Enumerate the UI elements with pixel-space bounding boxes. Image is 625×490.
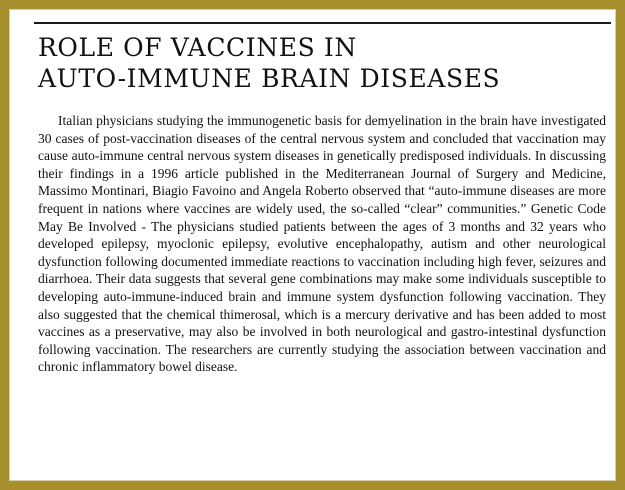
article-body: Italian physicians studying the immunogenetic basis for demyelination in the brain have investigated 30 cases of post-vaccination diseases of the central nervous system and concluded that vaccination may cause auto-immune central nervous system diseases in genetically predisposed individuals. In discussing their findings in a 1996 article published in the Mediterranean Journal of Surgery and Medicine, Massimo Montinari, Biagio Favoino and Angela Roberto observed that “auto-immune diseases are more frequent in nations where vaccines are widely used, the so-called “clear” communities.” Genetic Code May Be Involved - The physicians studied patients between the ages of 3 months and 32 years who developed epilepsy, myoclonic epilepsy, evolutive encephalopathy, autism and other neurological dysfunction following documented immediate reactions to vaccination including high fever, seizures and diarrhoea. Their data suggests that several gene combinations may make some individuals susceptible to developing auto-immune-induced brain and immune system dysfunction following vaccination. They also suggested that the chemical thimerosal, which is a mercury derivative and has been added to most vaccines as a preservative, may also be involved in both neurological and gastro-intestinal dysfunction following vaccination. The researchers are currently studying the association between vaccination and chronic inflammatory bowel disease. — [38, 113, 606, 375]
article-panel — [9, 9, 616, 481]
title-line-1: ROLE OF VACCINES IN — [38, 33, 357, 62]
article-title — [38, 32, 608, 94]
title-line-2: AUTO-IMMUNE BRAIN DISEASES — [38, 64, 501, 93]
top-rule — [34, 22, 611, 24]
